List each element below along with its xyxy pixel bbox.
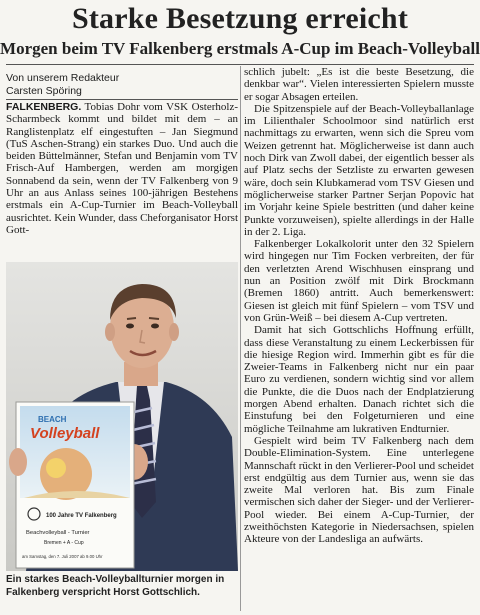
paragraph: Die Spitzenspiele auf der Beach-Volleyballanlage im Lilienthaler Schoolmoor sind natürlich erst nachmittags zu erwarten, wenn sich die Spreu vom Weizen getrennt hat. Möglicherweise ist dann auch noch Dirk van Zwoll dabei, der eigentlich besser als auf Platz sechs der Setzliste zu erwarten gewesen wäre, doch sein Klubkamerad vom TSV Giesen und möglicherweise starker Partner Serjan Popovic hat im Vorjahr keine Spiele bestritten (und daher keine Punkte vorzuweisen), spielte allerdings in der Halle in der 2. Liga. [244, 102, 474, 238]
byline-rule [6, 99, 238, 100]
poster-title: Volleyball [30, 425, 100, 442]
paragraph: Damit hat sich Gottschlichs Hoffnung erfüllt, dass diese Veranstaltung zu einem Leckerbissen für die hiesige Region wird. Immerhin gibt es für die Zweier-Teams in Falkenberg nicht nur ein paar Euro zu verdienen, sondern wichtig sind vor allem die Punkte, die die Duos nach der Endplatzierung morgen Abend erhalten. Danach richtet sich die Einstufung bei den Folgeturnieren und eine mögliche Teilnahme am lukrativen Endturnier. [244, 324, 474, 435]
byline-author: Carsten Spöring [6, 85, 82, 97]
subheadline: Morgen beim TV Falkenberg erstmals A-Cup im Beach-Volleyball [0, 39, 480, 58]
byline-role: Von unserem Redakteur [6, 72, 120, 84]
article-column-left [6, 101, 238, 236]
paragraph: Falkenberger Lokalkolorit unter den 32 Spielern wird hingegen nur Tim Focken verbreiten, der für den verletzten Arend Wischhusen einsprang und nun an Position zwölf mit Dirk Brockmann (Bremen 1860) antritt. Auch bemerkenswert: Giesen ist gleich mit fünf Spielern – vom TSV und von Grün-Weiß – bei diesem A-Cup vertreten. [244, 238, 474, 324]
paragraph: Gespielt wird beim TV Falkenberg nach dem Double-Elimination-System. Eine unterlegene Mannschaft rückt in den Verlierer-Pool und scheidet erst endgültig aus dem Turnier aus, wenn sie das zweite Mal verloren hat. Bis zum Finale vermischen sich daher der Sieger- und der Verlierer-Pool wieder. Bei einem A-Cup-Turnier, der zweithöchsten Kategorie in Niedersachsen, spielen Akteure von der Landesliga an aufwärts. [244, 434, 474, 546]
poster-date: am Samstag, den 7. Juli 2007 ab 9.00 Uhr [22, 554, 103, 559]
article-photo [6, 262, 238, 571]
photo-man-with-poster [6, 262, 238, 571]
photo-caption: Ein starkes Beach-Volleyballturnier morgen in Falkenberg verspricht Horst Gottschlich. [6, 574, 225, 598]
headline-rule [6, 64, 474, 65]
article-column-right [244, 66, 474, 611]
poster [16, 402, 134, 568]
poster-category: Bremen + A - Cup [44, 540, 84, 546]
headline: Starke Besetzung erreicht [71, 2, 409, 35]
lead-paragraph [6, 101, 238, 236]
lead-text: Tobias Dohr vom VSK Osterholz-Scharmbeck kommt und bildet mit dem – an Ranglistenplatz elf eingestuften – Jan Siegmund (TuS Aschen-Strang) ein starkes Duo. Und auch die beiden Büttelmänner, Stefan und Benjamin vom TV Frisch-Auf Hambergen, werden am morgigen Sonnabend da sein, wenn der TV Falkenberg von 9 Uhr an aus Anlass seines 100-jährigen Bestehens erstmals ein A-Cup-Turnier im Beach-Volleyball ausrichtet. Kein Wunder, dass Cheforganisator Horst Gott- [6, 101, 238, 236]
poster-brand: BEACH [38, 415, 67, 424]
byline [6, 72, 236, 98]
poster-anniversary: 100 Jahre TV Falkenberg [46, 513, 117, 519]
poster-event: Beachvolleyball - Turnier [26, 530, 90, 536]
paragraph: schlich jubelt: „Es ist die beste Besetzung, die denkbar war“. Vielen interessierten Spielern musste er sogar Absagen erteilen. [244, 66, 474, 103]
dateline: FALKENBERG. [6, 101, 82, 113]
column-divider [240, 66, 241, 611]
